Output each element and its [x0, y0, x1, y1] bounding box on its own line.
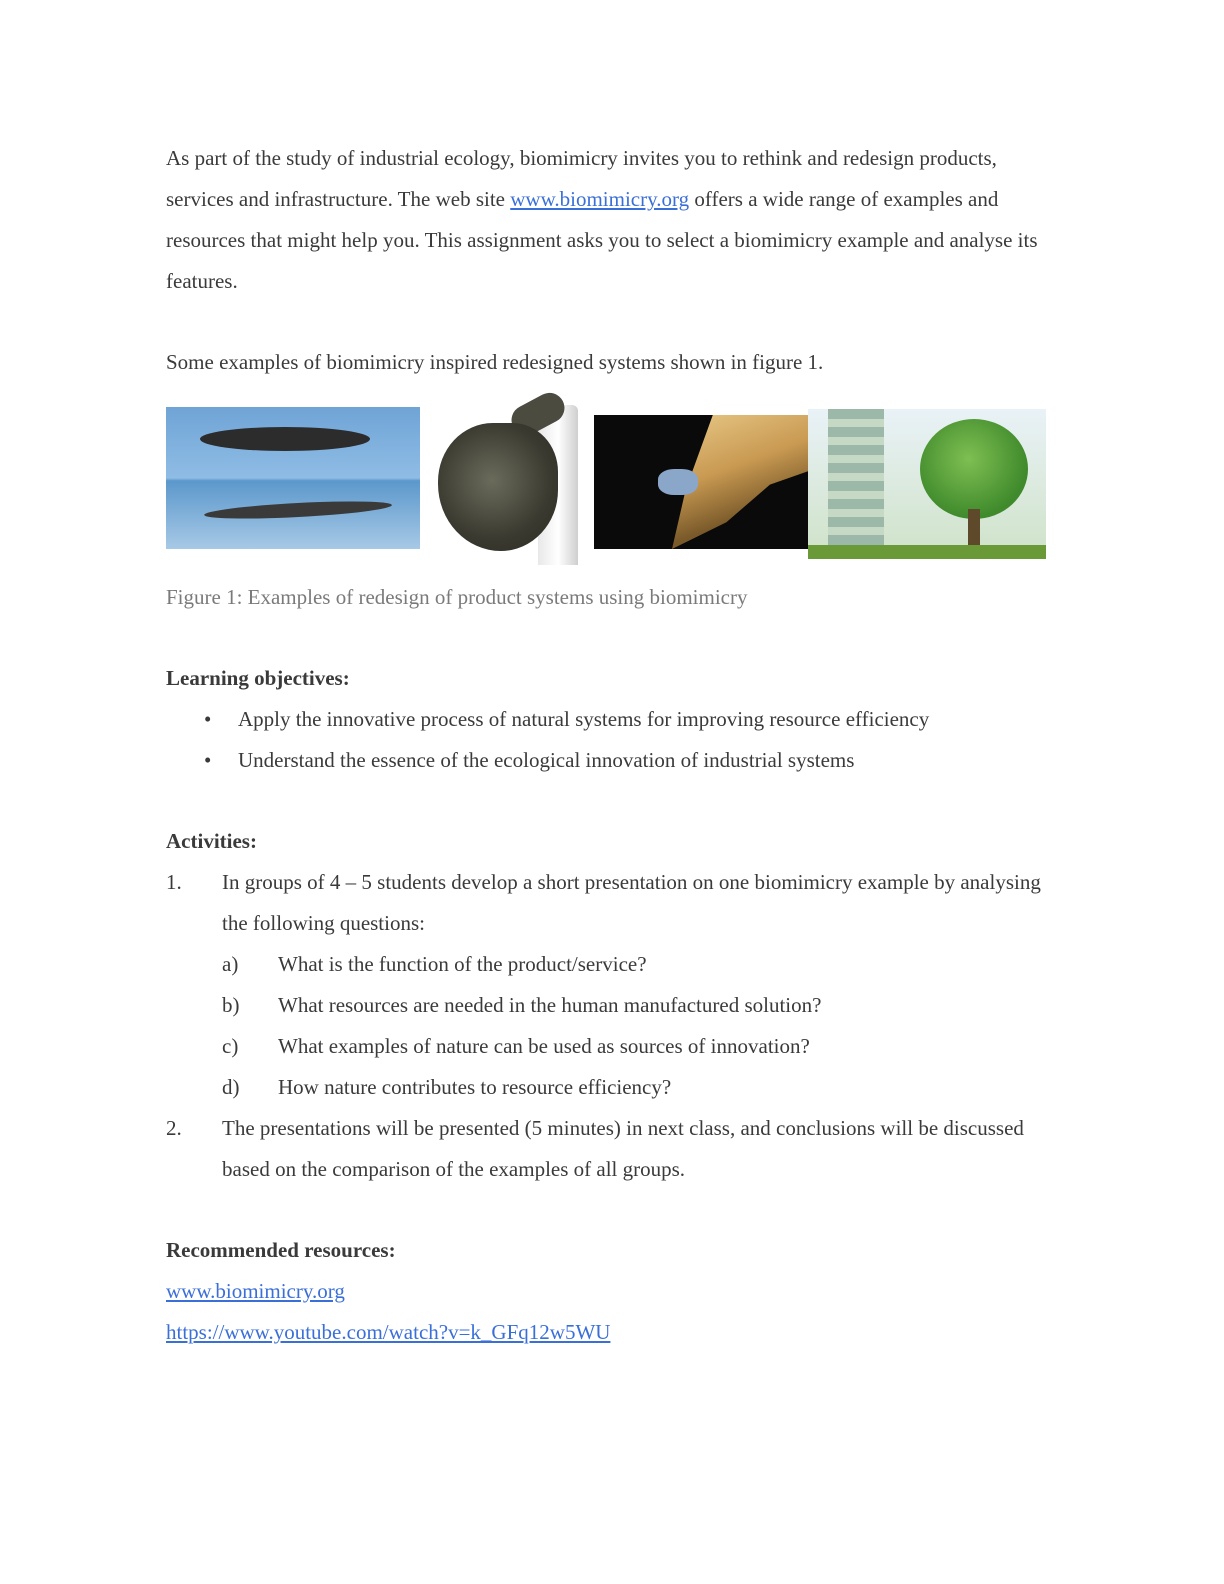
activity-item: 1. In groups of 4 – 5 students develop a short presentation on one biomimicry example by analysing the following questions: — [166, 870, 1041, 935]
activities-heading: Activities: — [166, 829, 257, 853]
gecko-image — [594, 415, 808, 549]
objective-item: • Apply the innovative process of natural systems for improving resource efficiency — [166, 699, 1046, 740]
gripper-image — [430, 391, 588, 577]
document-page — [166, 138, 1046, 1353]
resources-heading: Recommended resources: — [166, 1238, 396, 1262]
activity-item: 2. The presentations will be presented (5 minutes) in next class, and conclusions will be discussed based on the comparison of the examples of all groups. — [166, 1116, 1024, 1181]
activity-question: d) How nature contributes to resource efficiency? — [222, 1075, 672, 1099]
bullet-icon: • — [204, 707, 212, 731]
activity-question: c) What examples of nature can be used as sources of innovation? — [222, 1034, 810, 1058]
resource-link-row — [166, 1312, 1046, 1353]
activity-question: b) What resources are needed in the human manufactured solution? — [222, 993, 822, 1017]
activity-question: a) What is the function of the product/service? — [222, 952, 647, 976]
intro-text-2: offers a wide range of examples and resources that might help you. This assignment asks you to select a biomimicry example and analyse its features. — [166, 187, 1038, 293]
learning-objectives-list — [166, 699, 1046, 781]
resource-link-youtube[interactable]: https://www.youtube.com/watch?v=k_GFq12w5WU — [166, 1320, 611, 1344]
biomimicry-link[interactable]: www.biomimicry.org — [510, 187, 690, 211]
bullet-icon: • — [204, 748, 212, 772]
figure-caption: Figure 1: Examples of redesign of product systems using biomimicry — [166, 585, 748, 609]
figure-1 — [166, 391, 1046, 577]
tree-building-image — [808, 409, 1046, 559]
resource-link-biomimicry[interactable]: www.biomimicry.org — [166, 1279, 345, 1303]
objective-item: • Understand the essence of the ecological innovation of industrial systems — [166, 740, 1046, 781]
learning-objectives-heading: Learning objectives: — [166, 666, 350, 690]
intro-paragraph — [166, 138, 1046, 302]
figure-intro: Some examples of biomimicry inspired redesigned systems shown in figure 1. — [166, 350, 824, 374]
resource-link-row — [166, 1271, 1046, 1312]
fish-image — [166, 407, 420, 549]
intro-text-1: As part of the study of industrial ecology, biomimicry invites you to rethink and redesign products, services and infrastructure. The web site — [166, 146, 997, 211]
